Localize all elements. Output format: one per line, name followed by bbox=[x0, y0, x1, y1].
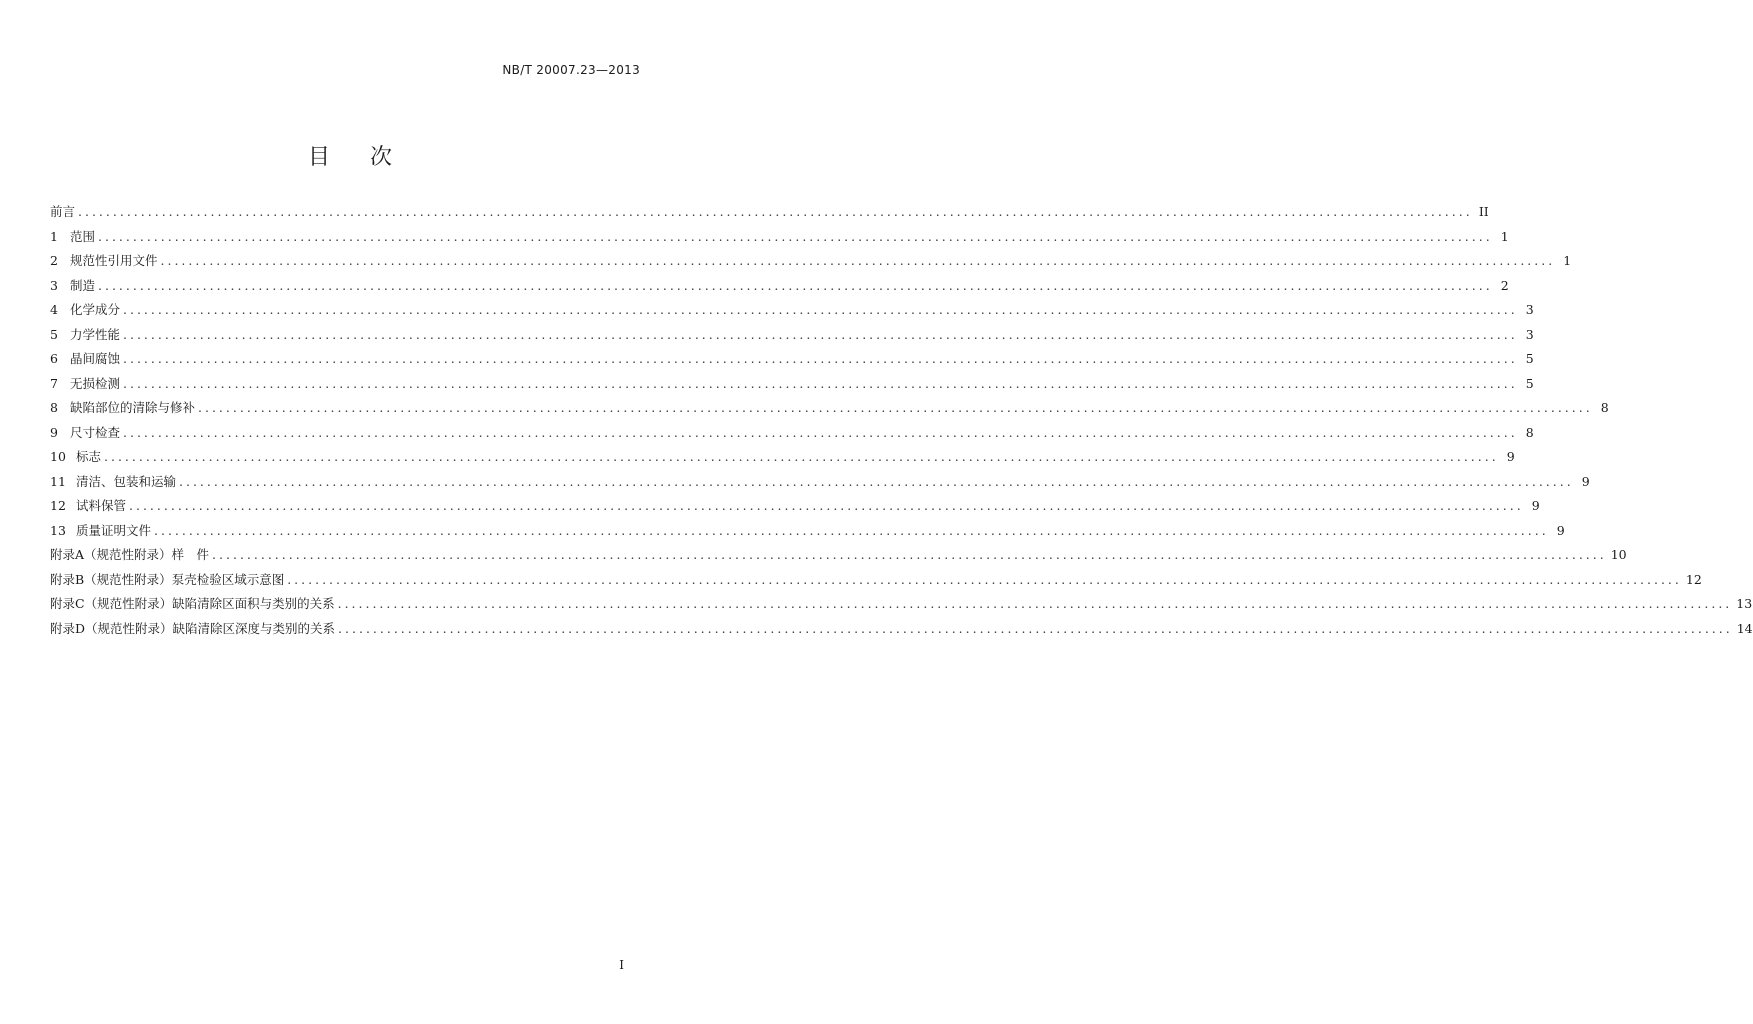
dot-leader: ........................................................................................................................................................................................................ bbox=[123, 424, 1518, 440]
toc-page: 13 bbox=[1736, 596, 1753, 611]
dot-leader: ........................................................................................................................................................................................................ bbox=[104, 449, 1499, 464]
toc-page: 1 bbox=[1563, 253, 1572, 268]
dot-leader: ........................................................................................................................................................................................................ bbox=[98, 277, 1493, 293]
dot-leader: ........................................................................................................................................................................................................ bbox=[123, 302, 1518, 317]
dot-leader: ........................................................................................................................................................................................................ bbox=[338, 620, 1733, 636]
toc-entry-annex-b[interactable] bbox=[50, 568, 1702, 593]
toc-label: 规范性引用文件 bbox=[70, 253, 158, 268]
toc-number: 4 bbox=[50, 302, 58, 317]
toc-label: 样 件 bbox=[171, 547, 210, 562]
annex-prefix: 附录B（规范性附录） bbox=[50, 571, 172, 587]
toc-label: 前言 bbox=[50, 204, 76, 219]
toc-entry-10[interactable] bbox=[50, 445, 1515, 470]
toc-page: 8 bbox=[1600, 400, 1609, 415]
annex-prefix: 附录A（规范性附录） bbox=[50, 547, 172, 562]
toc-entry-2[interactable] bbox=[50, 249, 1572, 274]
toc-number: 7 bbox=[50, 375, 58, 391]
toc-entry-5[interactable] bbox=[50, 323, 1534, 348]
dot-leader: ........................................................................................................................................................................................................ bbox=[123, 375, 1518, 391]
toc-page: 2 bbox=[1500, 277, 1509, 293]
dot-leader: ........................................................................................................................................................................................................ bbox=[98, 228, 1493, 244]
toc-page: 5 bbox=[1525, 375, 1534, 391]
page-title: 目次 bbox=[307, 145, 432, 170]
toc-entry-6[interactable] bbox=[50, 347, 1534, 372]
toc-entry-annex-c[interactable] bbox=[50, 592, 1753, 617]
toc-entry-foreword[interactable] bbox=[50, 200, 1489, 225]
annex-prefix: 附录D（规范性附录） bbox=[50, 620, 173, 636]
toc-page: 8 bbox=[1525, 424, 1534, 440]
toc-entry-7[interactable] bbox=[50, 372, 1534, 397]
annex-prefix: 附录C（规范性附录） bbox=[50, 596, 173, 611]
toc-entry-1[interactable] bbox=[50, 225, 1509, 250]
toc-entry-13[interactable] bbox=[50, 519, 1565, 544]
toc-number: 9 bbox=[50, 424, 58, 440]
toc-entry-annex-d[interactable] bbox=[50, 617, 1753, 642]
toc-label: 化学成分 bbox=[70, 302, 121, 317]
toc-number: 2 bbox=[50, 253, 58, 268]
toc-number: 3 bbox=[50, 277, 58, 293]
toc-label: 标志 bbox=[76, 449, 102, 464]
dot-leader: ........................................................................................................................................................................................................ bbox=[160, 253, 1556, 268]
toc-label: 无损检测 bbox=[70, 375, 121, 391]
toc-number: 6 bbox=[50, 351, 58, 366]
toc-entry-12[interactable] bbox=[50, 494, 1540, 519]
dot-leader: ........................................................................................................................................................................................................ bbox=[212, 547, 1607, 562]
table-of-contents bbox=[50, 200, 1753, 641]
toc-page: 1 bbox=[1500, 228, 1509, 244]
toc-number: 8 bbox=[50, 400, 58, 415]
toc-page: 14 bbox=[1736, 620, 1753, 636]
toc-label: 缺陷清除区深度与类别的关系 bbox=[172, 620, 336, 636]
toc-entry-annex-a[interactable] bbox=[50, 543, 1627, 568]
toc-label: 制造 bbox=[70, 277, 96, 293]
toc-number: 1 bbox=[50, 228, 58, 244]
toc-page: 9 bbox=[1581, 473, 1590, 489]
standard-code: NB/T 20007.23—2013 bbox=[502, 63, 640, 77]
dot-leader: ........................................................................................................................................................................................................ bbox=[78, 204, 1473, 219]
dot-leader: ........................................................................................................................................................................................................ bbox=[179, 473, 1574, 489]
dot-leader: ........................................................................................................................................................................................................ bbox=[123, 326, 1518, 342]
toc-page: 9 bbox=[1556, 522, 1565, 538]
toc-page: 3 bbox=[1525, 326, 1534, 342]
toc-entry-11[interactable] bbox=[50, 470, 1590, 495]
toc-number: 10 bbox=[50, 449, 66, 464]
dot-leader: ........................................................................................................................................................................................................ bbox=[123, 351, 1518, 366]
toc-label: 尺寸检查 bbox=[70, 424, 121, 440]
toc-label: 试料保管 bbox=[76, 498, 127, 513]
toc-entry-9[interactable] bbox=[50, 421, 1534, 446]
toc-label: 泵壳检验区域示意图 bbox=[171, 571, 285, 587]
dot-leader: ........................................................................................................................................................................................................ bbox=[337, 596, 1733, 611]
toc-page: 12 bbox=[1685, 571, 1702, 587]
toc-page: II bbox=[1478, 204, 1489, 219]
toc-page: 9 bbox=[1531, 498, 1540, 513]
toc-page: 5 bbox=[1525, 351, 1534, 366]
dot-leader: ........................................................................................................................................................................................................ bbox=[154, 522, 1549, 538]
dot-leader: ........................................................................................................................................................................................................ bbox=[129, 498, 1524, 513]
dot-leader: ........................................................................................................................................................................................................ bbox=[198, 400, 1593, 415]
dot-leader: ........................................................................................................................................................................................................ bbox=[287, 571, 1682, 587]
toc-number: 13 bbox=[50, 522, 66, 538]
toc-label: 缺陷清除区面积与类别的关系 bbox=[172, 596, 335, 611]
toc-number: 5 bbox=[50, 326, 58, 342]
toc-entry-4[interactable] bbox=[50, 298, 1534, 323]
toc-page: 9 bbox=[1506, 449, 1515, 464]
toc-entry-8[interactable] bbox=[50, 396, 1609, 421]
toc-entry-3[interactable] bbox=[50, 274, 1509, 299]
toc-label: 晶间腐蚀 bbox=[70, 351, 121, 366]
toc-page: 3 bbox=[1525, 302, 1534, 317]
toc-label: 质量证明文件 bbox=[76, 522, 152, 538]
toc-label: 力学性能 bbox=[70, 326, 121, 342]
toc-label: 清洁、包装和运输 bbox=[76, 473, 177, 489]
toc-number: 11 bbox=[50, 473, 66, 489]
toc-label: 范围 bbox=[70, 228, 96, 244]
footer-page-number: I bbox=[619, 958, 624, 972]
toc-number: 12 bbox=[50, 498, 66, 513]
toc-page: 10 bbox=[1610, 547, 1627, 562]
toc-label: 缺陷部位的清除与修补 bbox=[70, 400, 196, 415]
